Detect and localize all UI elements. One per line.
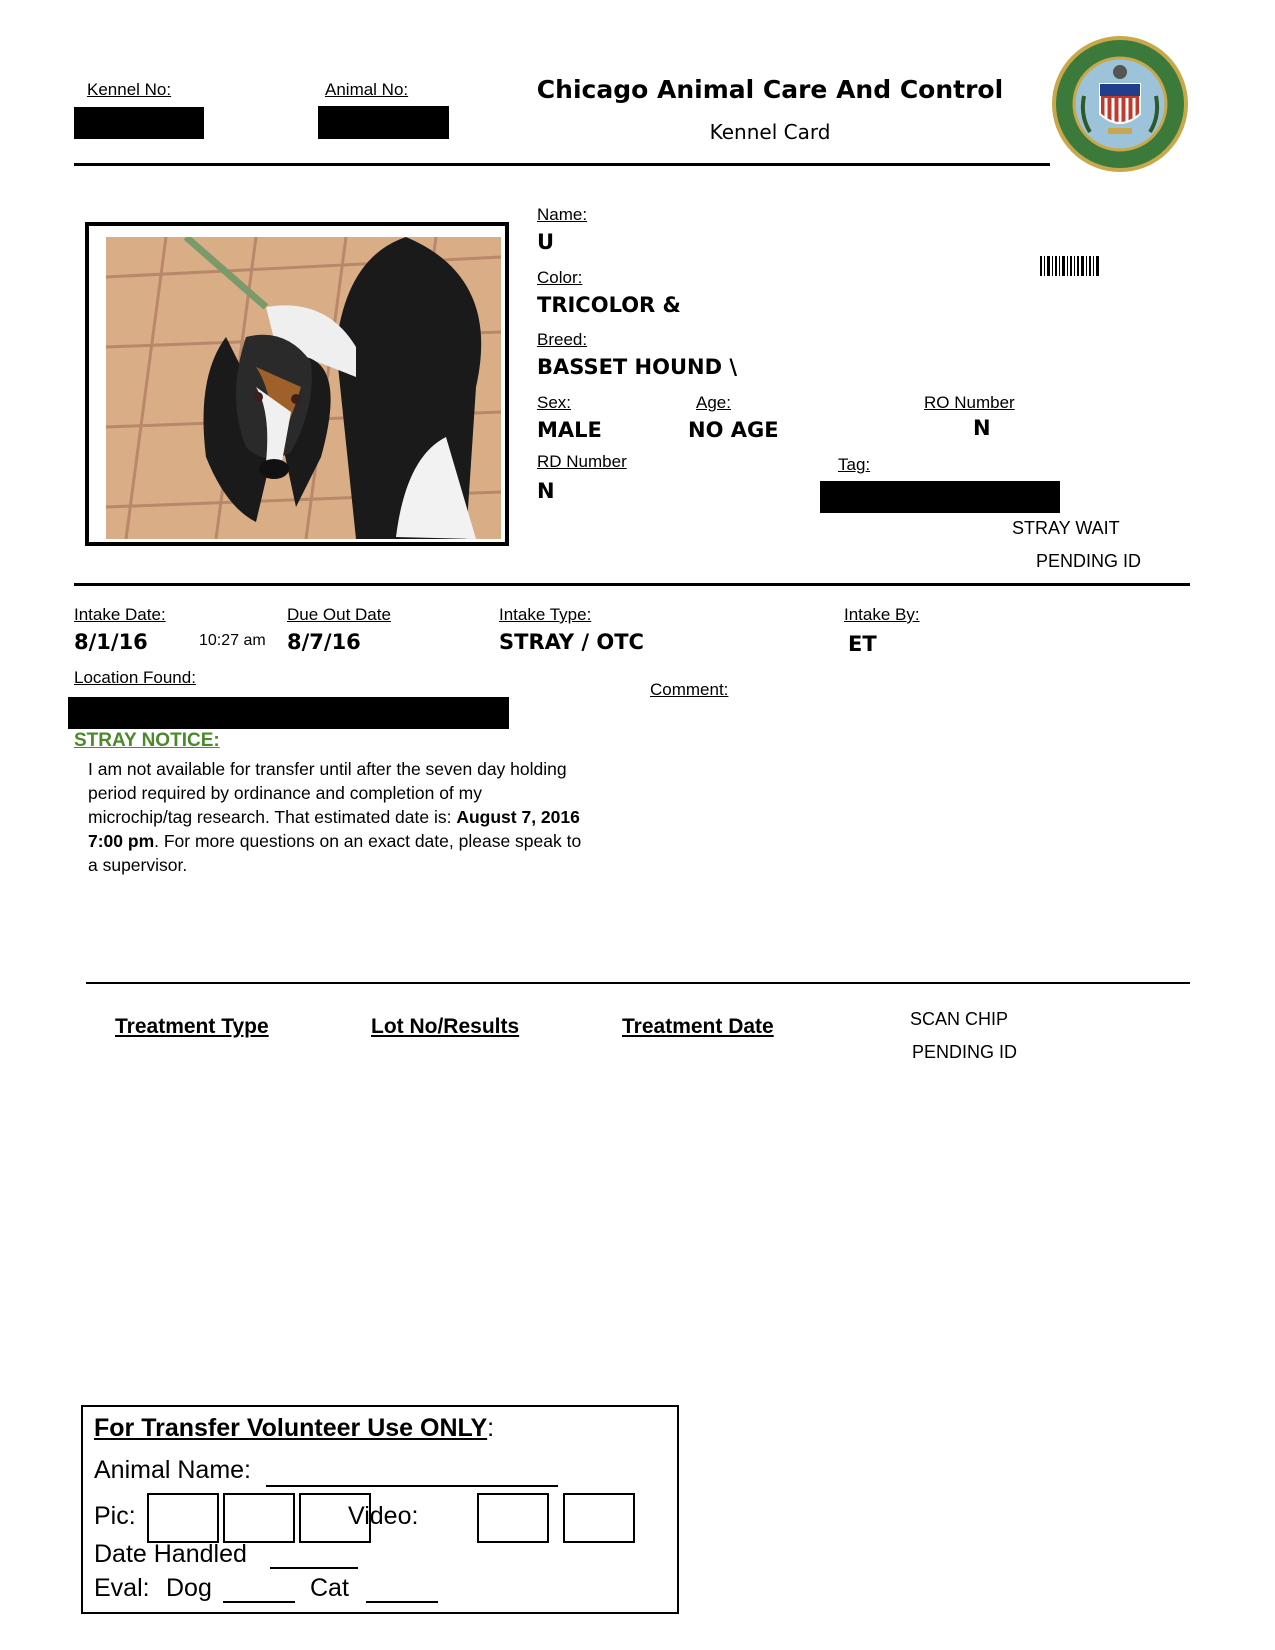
- scan-chip-status: SCAN CHIP: [910, 1009, 1009, 1029]
- eval-cat-label: Cat: [310, 1574, 349, 1602]
- tag-redaction: [820, 481, 1060, 513]
- animal-no-redaction: [318, 106, 449, 139]
- due-out-value: 8/7/16: [287, 630, 361, 654]
- due-out-label: Due Out Date: [287, 605, 391, 624]
- intake-time-value: 10:27 am: [199, 632, 266, 649]
- animal-no-label: Animal No:: [325, 80, 409, 99]
- stray-notice-date: August 7, 2016 7:00 pm: [88, 807, 580, 851]
- video-label: Video:: [348, 1502, 419, 1530]
- kennel-no-redaction: [74, 107, 204, 139]
- city-seal-icon: [1050, 36, 1190, 172]
- rd-number-value: N: [537, 479, 555, 503]
- ro-number-label: RO Number: [924, 393, 1015, 412]
- stray-notice-text: [88, 757, 588, 877]
- volunteer-title-colon: :: [487, 1414, 495, 1442]
- header-divider: [74, 163, 1050, 166]
- treatment-type-header: Treatment Type: [115, 1015, 269, 1038]
- tag-label: Tag:: [838, 455, 871, 474]
- age-label: Age:: [696, 393, 731, 412]
- pic-checkbox-1[interactable]: [147, 1493, 219, 1543]
- video-checkbox-2[interactable]: [563, 1493, 635, 1543]
- intake-by-label: Intake By:: [844, 605, 920, 624]
- eval-cat-line[interactable]: [366, 1601, 438, 1603]
- age-value: NO AGE: [688, 418, 779, 442]
- animal-divider: [74, 583, 1190, 586]
- eval-dog-label: Dog: [166, 1574, 212, 1602]
- intake-type-value: STRAY / OTC: [499, 630, 644, 654]
- video-checkbox-1[interactable]: [477, 1493, 549, 1543]
- animal-name-line[interactable]: [266, 1485, 558, 1487]
- comment-label: Comment:: [650, 680, 729, 699]
- treatment-date-header: Treatment Date: [622, 1015, 774, 1038]
- city-seal: [1050, 36, 1190, 172]
- dog-photo: [106, 237, 501, 539]
- intake-type-label: Intake Type:: [499, 605, 592, 624]
- sex-value: MALE: [537, 418, 602, 442]
- location-found-label: Location Found:: [74, 668, 196, 687]
- animal-name-label: Animal Name:: [94, 1456, 251, 1484]
- date-handled-label: Date Handled: [94, 1540, 247, 1568]
- name-label: Name:: [537, 205, 588, 224]
- pic-label: Pic:: [94, 1502, 136, 1530]
- treatment-divider: [86, 982, 1190, 984]
- intake-date-label: Intake Date:: [74, 605, 166, 624]
- status-line-2: PENDING ID: [1036, 551, 1142, 571]
- dog-photo-icon: [106, 237, 501, 539]
- barcode-icon: [1040, 256, 1100, 276]
- date-handled-line[interactable]: [270, 1567, 358, 1569]
- volunteer-title: [94, 1414, 494, 1443]
- stray-notice-text-part2: . For more questions on an exact date, please speak to a supervisor.: [88, 831, 582, 875]
- lot-no-results-header: Lot No/Results: [371, 1015, 520, 1038]
- breed-value: BASSET HOUND \: [537, 355, 738, 379]
- ro-number-value: N: [973, 416, 991, 440]
- color-value: TRICOLOR &: [537, 293, 681, 317]
- intake-by-value: ET: [848, 632, 877, 656]
- rd-number-label: RD Number: [537, 452, 627, 471]
- stray-notice-title: STRAY NOTICE:: [74, 730, 220, 751]
- location-found-redaction: [68, 697, 509, 729]
- kennel-no-label: Kennel No:: [87, 80, 172, 99]
- eval-label: Eval:: [94, 1574, 150, 1602]
- sex-label: Sex:: [537, 393, 572, 412]
- intake-date-value: 8/1/16: [74, 630, 148, 654]
- pending-id-status: PENDING ID: [912, 1042, 1018, 1062]
- status-line-1: STRAY WAIT: [1012, 518, 1120, 538]
- color-label: Color:: [537, 268, 583, 287]
- pic-checkbox-2[interactable]: [223, 1493, 295, 1543]
- doc-subtitle: Kennel Card: [709, 120, 831, 144]
- volunteer-title-text: For Transfer Volunteer Use ONLY: [94, 1414, 488, 1442]
- stray-notice-text-part1: I am not available for transfer until after the seven day holding period required by ordinance and completion of my microchip/tag research. That estimated date is:: [88, 759, 567, 827]
- org-title: Chicago Animal Care And Control: [536, 75, 1004, 104]
- name-value: U: [537, 230, 555, 254]
- eval-dog-line[interactable]: [223, 1601, 295, 1603]
- breed-label: Breed:: [537, 330, 588, 349]
